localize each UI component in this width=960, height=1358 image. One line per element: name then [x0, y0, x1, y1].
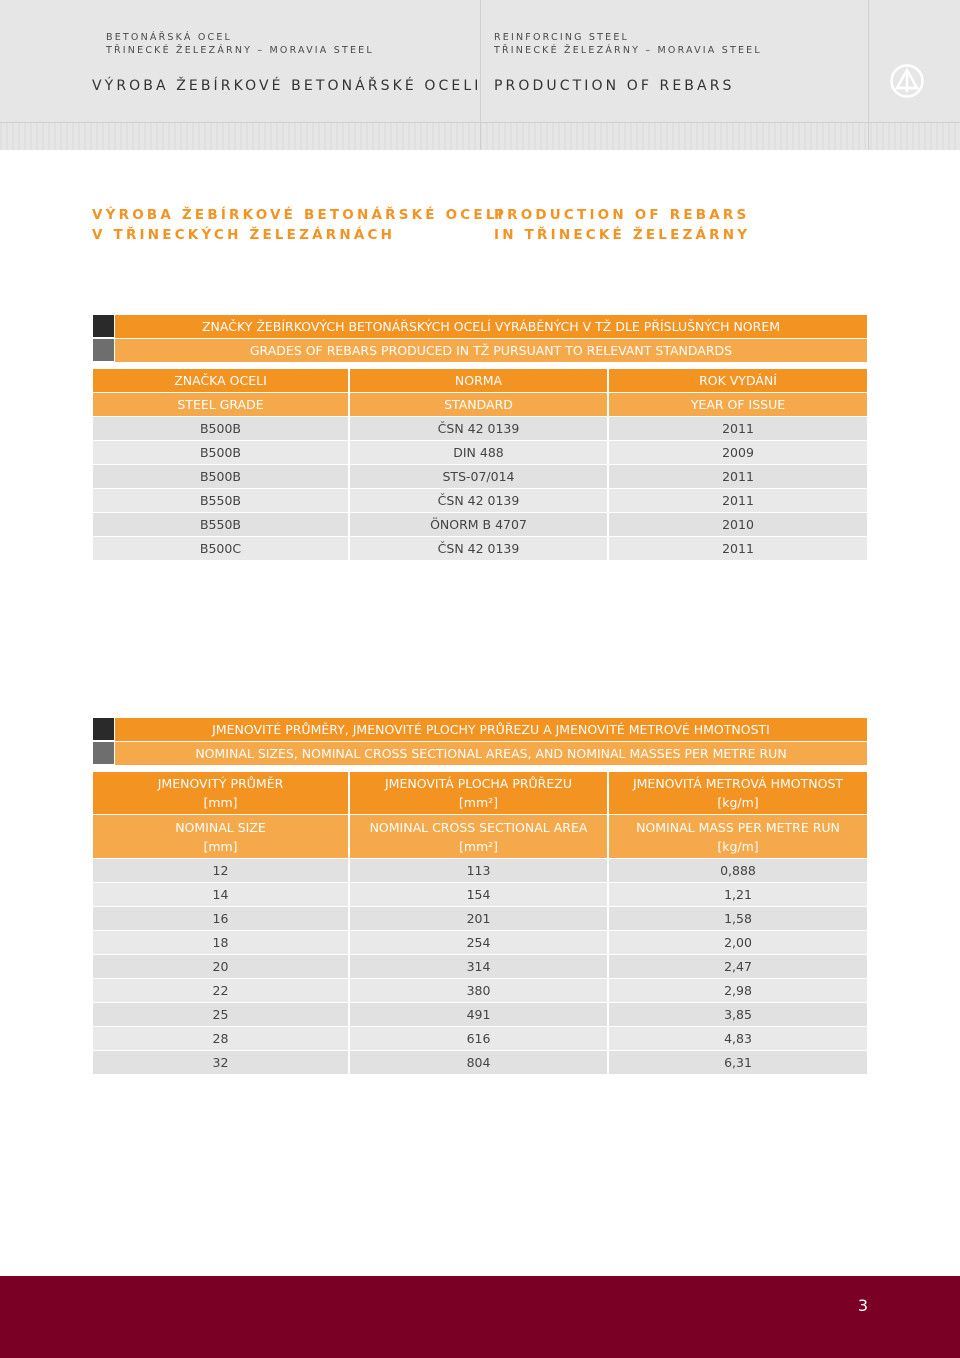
title-cz-line1: VÝROBA ŽEBÍRKOVÉ BETONÁŘSKÉ OCELI: [92, 207, 506, 223]
table-cell: 491: [350, 1003, 609, 1026]
table-cell: 14: [93, 883, 350, 906]
header-label: NOMINAL CROSS SECTIONAL AREA: [369, 819, 588, 835]
table-cell: 113: [350, 859, 609, 882]
table-cell: 22: [93, 979, 350, 1002]
table-cell: B550B: [93, 513, 350, 536]
table-cell: 2,00: [609, 931, 867, 954]
table-cell: 2,47: [609, 955, 867, 978]
table-row: [93, 931, 867, 954]
header-unit: [mm]: [203, 795, 238, 810]
table-cell: B500B: [93, 441, 350, 464]
table-row: [93, 441, 867, 464]
table-cell: 2,98: [609, 979, 867, 1002]
table-cell: 2011: [609, 417, 867, 440]
table-cell: ČSN 42 0139: [350, 489, 609, 512]
sizes-header-cell: [609, 772, 867, 814]
table-row: [93, 1003, 867, 1026]
grades-header-cell: ROK VYDÁNÍ: [609, 369, 867, 392]
grades-header-cell: STANDARD: [350, 393, 609, 416]
header-label: JMENOVITÁ PLOCHA PRŮŘEZU: [385, 776, 572, 791]
table-cell: 6,31: [609, 1051, 867, 1074]
table-row: [93, 1027, 867, 1050]
grades-header-en: [93, 393, 867, 416]
table-row: [93, 883, 867, 906]
table-cell: 2011: [609, 465, 867, 488]
header-en-section: PRODUCTION OF REBARS: [494, 78, 735, 94]
caption-marker-grey: [93, 742, 114, 764]
table-cell: ČSN 42 0139: [350, 537, 609, 560]
table-cell: 2009: [609, 441, 867, 464]
table-row: [93, 465, 867, 488]
table-cell: 1,21: [609, 883, 867, 906]
table-cell: ČSN 42 0139: [350, 417, 609, 440]
sizes-caption-cz: JMENOVITÉ PRŮMĚRY, JMENOVITÉ PLOCHY PRŮŘEZU A JMENOVITÉ METROVÉ HMOTNOSTI: [115, 718, 867, 741]
caption-marker-dark: [93, 718, 114, 740]
table-row: [93, 955, 867, 978]
grades-header-cell: NORMA: [350, 369, 609, 392]
table-cell: 2010: [609, 513, 867, 536]
header-en-company-line1: REINFORCING STEEL: [494, 32, 630, 43]
table-cell: 314: [350, 955, 609, 978]
page-number: 3: [857, 1296, 868, 1315]
table-cell: 254: [350, 931, 609, 954]
page-footer: [0, 1276, 960, 1358]
table-cell: 0,888: [609, 859, 867, 882]
table-cell: 380: [350, 979, 609, 1002]
table-cell: 2011: [609, 537, 867, 560]
sizes-header-cell: [350, 815, 609, 858]
table-cell: STS-07/014: [350, 465, 609, 488]
table-cell: 18: [93, 931, 350, 954]
grades-header-cell: STEEL GRADE: [93, 393, 350, 416]
header-label: JMENOVITÝ PRŮMĚR: [157, 776, 284, 791]
header-cz-section: VÝROBA ŽEBÍRKOVÉ BETONÁŘSKÉ OCELI: [92, 78, 482, 94]
triangle-logo-icon: [890, 64, 924, 98]
table-row: [93, 537, 867, 560]
sizes-header-cell: [93, 772, 350, 814]
header-cz-company-line2: TŘINECKÉ ŽELEZÁRNY – MORAVIA STEEL: [106, 45, 374, 56]
table-cell: 201: [350, 907, 609, 930]
title-cz-line2: V TŘINECKÝCH ŽELEZÁRNÁCH: [92, 227, 396, 243]
grades-caption-en: GRADES OF REBARS PRODUCED IN TŽ PURSUANT TO RELEVANT STANDARDS: [115, 339, 867, 362]
caption-marker-grey: [93, 339, 114, 361]
table-cell: 154: [350, 883, 609, 906]
page-header: [0, 0, 960, 150]
header-en-company-line2: TŘINECKÉ ŽELEZÁRNY – MORAVIA STEEL: [494, 45, 762, 56]
header-unit: [kg/m]: [717, 795, 759, 810]
table-cell: 4,83: [609, 1027, 867, 1050]
header-column-divider: [480, 0, 481, 150]
sizes-header-cz: [93, 772, 867, 814]
table-cell: 616: [350, 1027, 609, 1050]
table-row: [93, 1051, 867, 1074]
grades-caption-cz: ZNAČKY ŽEBÍRKOVÝCH BETONÁŘSKÝCH OCELÍ VYRÁBĚNÝCH V TŽ DLE PŘÍSLUŠNÝCH NOREM: [115, 315, 867, 338]
table-row: [93, 979, 867, 1002]
header-unit: [mm²]: [458, 838, 499, 854]
grades-header-cell: YEAR OF ISSUE: [609, 393, 867, 416]
sizes-header-cell: [609, 815, 867, 858]
table-row: [93, 417, 867, 440]
header-column-divider: [868, 0, 869, 150]
table-cell: 16: [93, 907, 350, 930]
header-unit: [kg/m]: [717, 838, 759, 854]
header-unit: [mm]: [203, 838, 238, 854]
table-cell: 1,58: [609, 907, 867, 930]
table-cell: DIN 488: [350, 441, 609, 464]
sizes-caption-en: NOMINAL SIZES, NOMINAL CROSS SECTIONAL AREAS, AND NOMINAL MASSES PER METRE RUN: [115, 742, 867, 765]
table-cell: B500B: [93, 465, 350, 488]
grades-header-cell: ZNAČKA OCELI: [93, 369, 350, 392]
header-label: NOMINAL MASS PER METRE RUN: [636, 819, 840, 835]
header-unit: [mm²]: [458, 795, 499, 810]
table-cell: B500C: [93, 537, 350, 560]
table-row: [93, 859, 867, 882]
table-cell: 3,85: [609, 1003, 867, 1026]
table-row: [93, 513, 867, 536]
table-cell: B550B: [93, 489, 350, 512]
caption-marker-dark: [93, 315, 114, 337]
header-label: JMENOVITÁ METROVÁ HMOTNOST: [632, 776, 844, 791]
table-cell: 804: [350, 1051, 609, 1074]
table-cell: 28: [93, 1027, 350, 1050]
table-cell: 25: [93, 1003, 350, 1026]
header-cz-company-line1: BETONÁŘSKÁ OCEL: [106, 32, 233, 43]
table-cell: 12: [93, 859, 350, 882]
table-row: [93, 489, 867, 512]
sizes-header-cell: [93, 815, 350, 858]
table-cell: 2011: [609, 489, 867, 512]
sizes-header-en: [93, 815, 867, 858]
title-en-line2: IN TŘINECKÉ ŽELEZÁRNY: [494, 227, 751, 243]
sizes-header-cell: [350, 772, 609, 814]
title-en-line1: PRODUCTION OF REBARS: [494, 207, 750, 223]
table-cell: ÖNORM B 4707: [350, 513, 609, 536]
table-cell: 20: [93, 955, 350, 978]
table-cell: B500B: [93, 417, 350, 440]
grades-header-cz: [93, 369, 867, 392]
table-cell: 32: [93, 1051, 350, 1074]
table-row: [93, 907, 867, 930]
header-label: NOMINAL SIZE: [175, 819, 266, 835]
